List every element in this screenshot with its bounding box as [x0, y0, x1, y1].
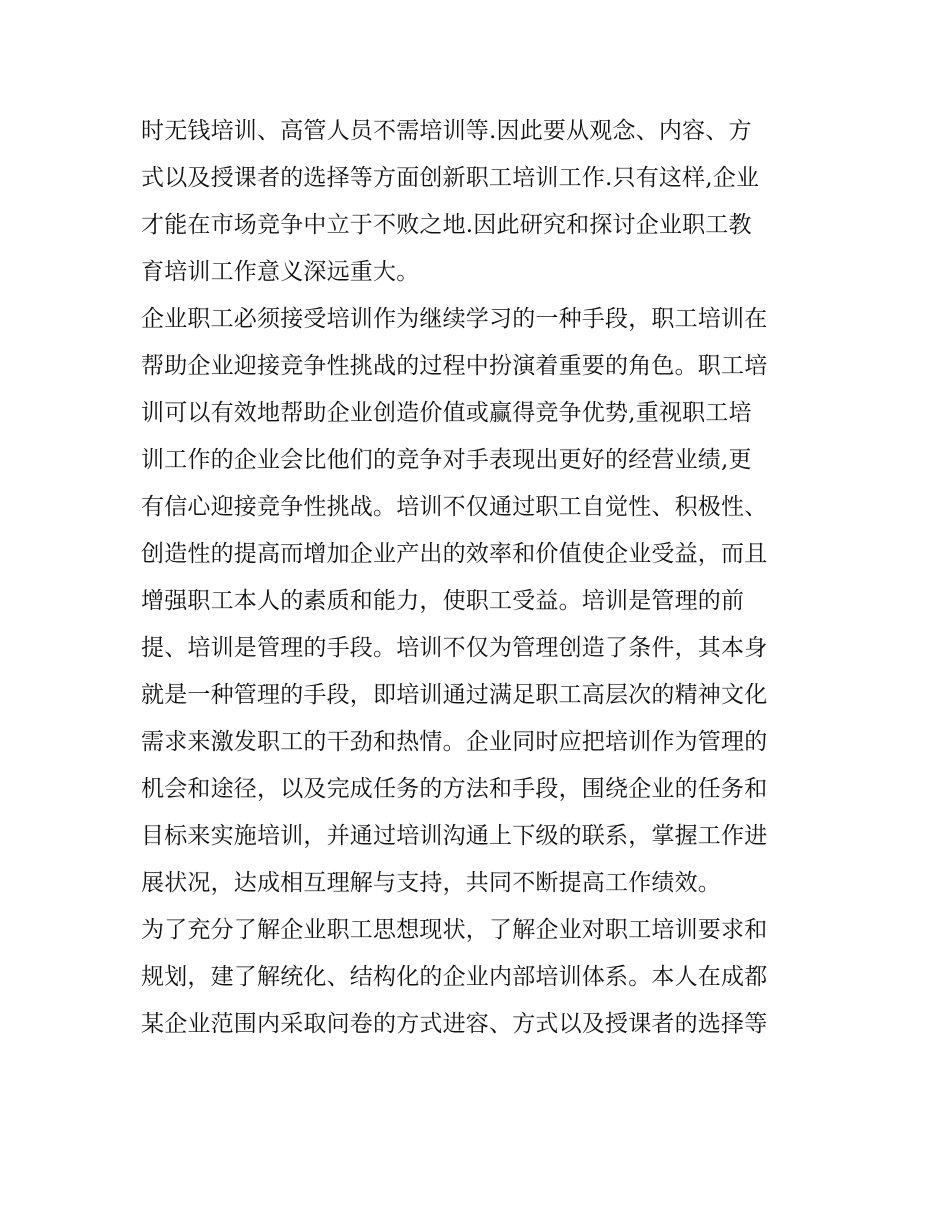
- text-line: 育培训工作意义深远重大。: [141, 259, 420, 285]
- body-text: [141, 108, 821, 1048]
- text-line: 某企业范围内采取问卷的方式进容、方式以及授课者的选择等: [141, 1011, 768, 1037]
- text-line: 为了充分了解企业职工思想现状，了解企业对职工培训要求和: [141, 917, 768, 943]
- text-line: 式以及授课者的选择等方面创新职工培训工作.只有这样,企业: [141, 165, 760, 191]
- text-line: 机会和途径，以及完成任务的方法和手段，围绕企业的任务和: [141, 776, 768, 802]
- text-line: 展状况，达成相互理解与支持，共同不断提高工作绩效。: [141, 870, 721, 896]
- text-line: 训工作的企业会比他们的竞争对手表现出更好的经营业绩,更: [141, 447, 752, 473]
- text-line: 企业职工必须接受培训作为继续学习的一种手段，职工培训在: [141, 306, 768, 332]
- text-line: 提、培训是管理的手段。培训不仅为管理创造了条件，其本身: [141, 635, 768, 661]
- text-line: 规划，建了解统化、结构化的企业内部培训体系。本人在成都: [141, 964, 768, 990]
- text-line: 有信心迎接竞争性挑战。培训不仅通过职工自觉性、积极性、: [141, 494, 768, 520]
- text-line: 增强职工本人的素质和能力，使职工受益。培训是管理的前: [141, 588, 745, 614]
- text-line: 就是一种管理的手段，即培训通过满足职工高层次的精神文化: [141, 682, 768, 708]
- text-line: 训可以有效地帮助企业创造价值或赢得竞争优势,重视职工培: [141, 400, 752, 426]
- text-line: 创造性的提高而增加企业产出的效率和价值使企业受益，而且: [141, 541, 768, 567]
- text-line: 才能在市场竞争中立于不败之地.因此研究和探讨企业职工教: [141, 212, 752, 238]
- text-line: 帮助企业迎接竞争性挑战的过程中扮演着重要的角色。职工培: [141, 353, 768, 379]
- text-line: 目标来实施培训，并通过培训沟通上下级的联系，掌握工作进: [141, 823, 768, 849]
- text-line: 需求来激发职工的干劲和热情。企业同时应把培训作为管理的: [141, 729, 768, 755]
- text-line: 时无钱培训、高管人员不需培训等.因此要从观念、内容、方: [141, 118, 752, 144]
